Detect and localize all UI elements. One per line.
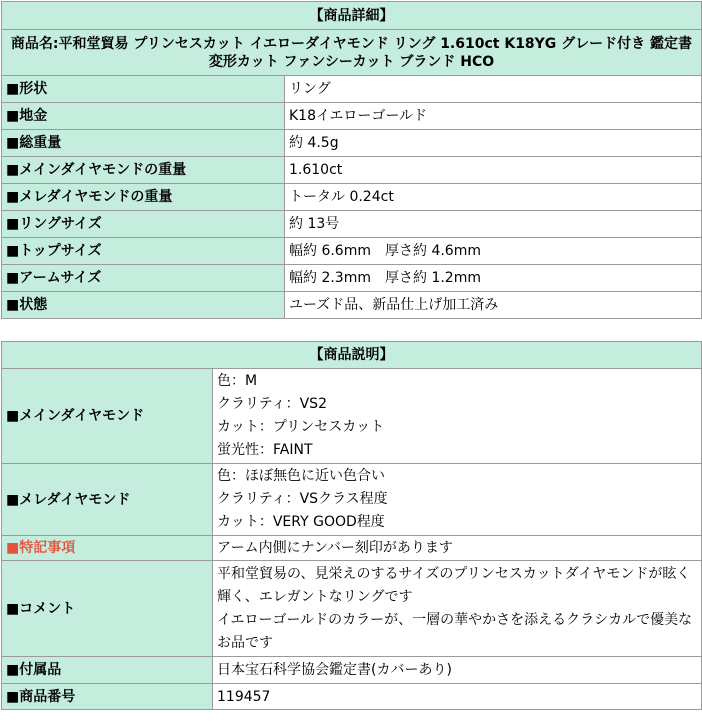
- total-weight-value: 約 4.5g: [285, 130, 702, 157]
- product-description-table: [1, 341, 702, 710]
- metal-value: K18イエローゴールド: [285, 103, 702, 130]
- arm-size-label: ■アームサイズ: [2, 265, 285, 292]
- product-name: 商品名:平和堂貿易 プリンセスカット イエローダイヤモンド リング 1.610ct K18YG グレード付き 鑑定書 変形カット ファンシーカット ブランド HCO: [2, 30, 702, 76]
- top-size-value: 幅約 6.6mm 厚さ約 4.6mm: [285, 238, 702, 265]
- melee-diamond-color: 色：ほぼ無色に近い色合い: [217, 468, 385, 484]
- condition-value: ユーズド品、新品仕上げ加工済み: [285, 292, 702, 319]
- comment-line: 平和堂貿易の、見栄えのするサイズのプリンセスカットダイヤモンドが眩く輝く、エレガントなリングです: [217, 565, 691, 605]
- arm-size-value: 幅約 2.3mm 厚さ約 1.2mm: [285, 265, 702, 292]
- comment-text: [213, 561, 702, 657]
- ring-size-label: ■リングサイズ: [2, 211, 285, 238]
- product-number-value: 119457: [213, 684, 702, 710]
- main-diamond-color: 色：M: [217, 373, 258, 389]
- melee-diamond-cut: カット：VERY GOOD程度: [217, 514, 385, 530]
- special-notes-value: アーム内側にナンバー刻印があります: [213, 536, 702, 561]
- accessories-label: ■付属品: [2, 657, 213, 684]
- melee-diamond-weight-label: ■メレダイヤモンドの重量: [2, 184, 285, 211]
- comment-label: ■コメント: [2, 561, 213, 657]
- shape-label: ■形状: [2, 76, 285, 103]
- special-notes-label: ■特記事項: [2, 536, 213, 561]
- melee-diamond-specs: [213, 464, 702, 536]
- main-diamond-cut: カット：プリンセスカット: [217, 419, 385, 435]
- main-diamond-weight-label: ■メインダイヤモンドの重量: [2, 157, 285, 184]
- total-weight-label: ■総重量: [2, 130, 285, 157]
- main-diamond-fluorescence: 蛍光性：FAINT: [217, 442, 313, 458]
- description-header: 【商品説明】: [2, 342, 702, 369]
- melee-diamond-label: ■メレダイヤモンド: [2, 464, 213, 536]
- melee-diamond-weight-value: トータル 0.24ct: [285, 184, 702, 211]
- top-size-label: ■トップサイズ: [2, 238, 285, 265]
- ring-size-value: 約 13号: [285, 211, 702, 238]
- accessories-value: 日本宝石科学協会鑑定書(カバーあり): [213, 657, 702, 684]
- main-diamond-label: ■メインダイヤモンド: [2, 369, 213, 464]
- product-number-label: ■商品番号: [2, 684, 213, 710]
- comment-line: イエローゴールドのカラーが、一層の華やかさを添えるクラシカルで優美なお品です: [217, 611, 693, 651]
- product-details-table: [1, 1, 702, 319]
- main-diamond-specs: [213, 369, 702, 464]
- details-header: 【商品詳細】: [2, 2, 702, 30]
- condition-label: ■状態: [2, 292, 285, 319]
- shape-value: リング: [285, 76, 702, 103]
- melee-diamond-clarity: クラリティ：VSクラス程度: [217, 491, 388, 507]
- main-diamond-weight-value: 1.610ct: [285, 157, 702, 184]
- main-diamond-clarity: クラリティ：VS2: [217, 396, 327, 412]
- metal-label: ■地金: [2, 103, 285, 130]
